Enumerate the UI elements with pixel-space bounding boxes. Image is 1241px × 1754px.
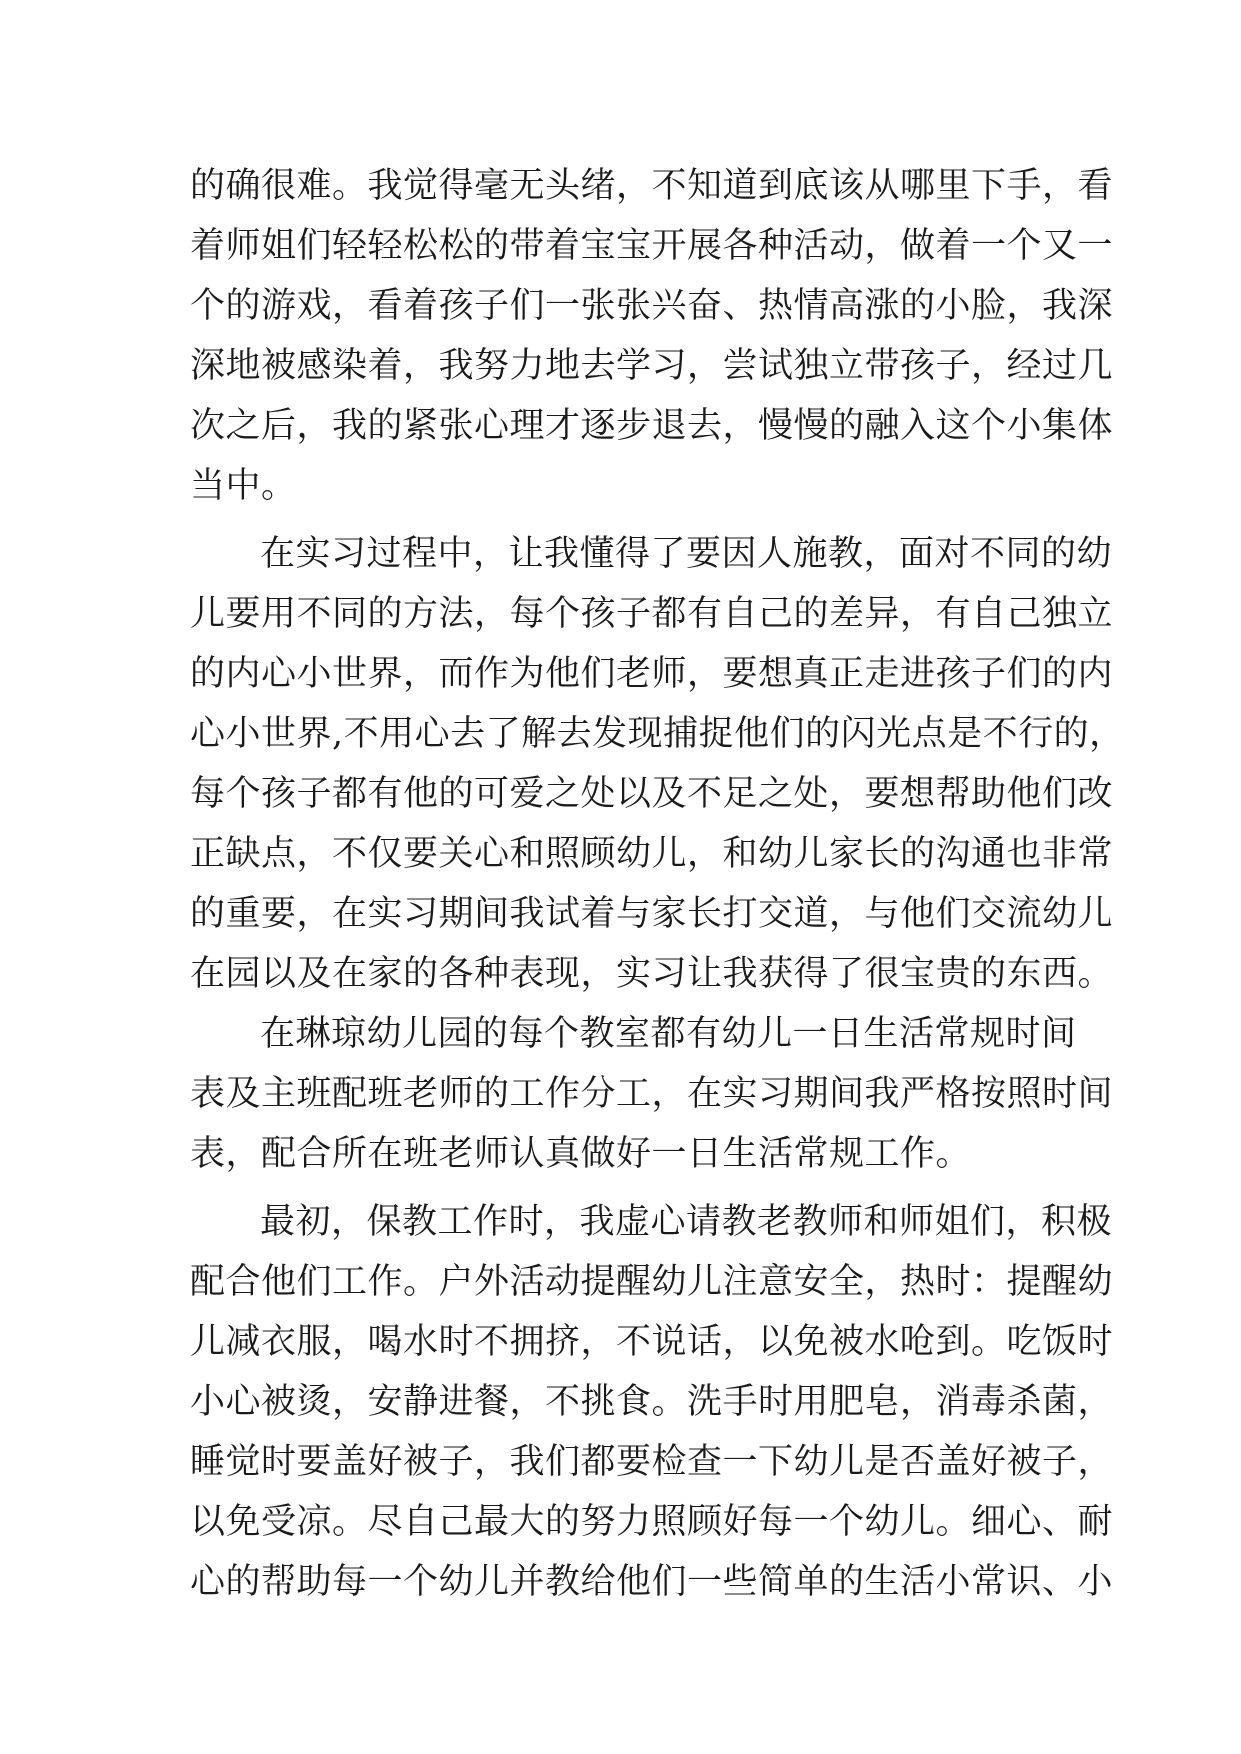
text-line: 的重要，在实习期间我试着与家长打交道，与他们交流幼儿 [190,894,1114,934]
text-line: 着师姐们轻轻松松的带着宝宝开展各种活动，做着一个又一 [190,226,1114,266]
text-line: 以免受凉。尽自己最大的努力照顾好每一个幼儿。细心、耐 [190,1502,1114,1542]
text-line: 个的游戏，看着孩子们一张张兴奋、热情高涨的小脸，我深 [190,286,1114,326]
text-line: 深地被感染着，我努力地去学习，尝试独立带孩子，经过几 [190,346,1114,386]
text-line: 儿减衣服，喝水时不拥挤，不说话，以免被水呛到。吃饭时 [190,1322,1114,1362]
text-line: 配合他们工作。户外活动提醒幼儿注意安全，热时：提醒幼 [190,1262,1114,1302]
paragraph-4 [190,1192,1114,1612]
text-line: 小心被烫，安静进餐，不挑食。洗手时用肥皂，消毒杀菌， [190,1382,1114,1422]
text-line: 的确很难。我觉得毫无头绪，不知道到底该从哪里下手，看 [190,166,1114,206]
text-line: 儿要用不同的方法，每个孩子都有自己的差异，有自己独立 [190,594,1114,634]
text-line: 心小世界,不用心去了解去发现捕捉他们的闪光点是不行的， [190,714,1125,754]
text-line: 在园以及在家的各种表现，实习让我获得了很宝贵的东西。 [190,954,1114,994]
document-body [190,156,1125,1612]
text-line: 正缺点，不仅要关心和照顾幼儿，和幼儿家长的沟通也非常 [190,834,1114,874]
paragraph-1 [190,156,1114,516]
text-line: 表，配合所在班老师认真做好一日生活常规工作。 [190,1134,972,1174]
text-line: 心的帮助每一个幼儿并教给他们一些简单的生活小常识、小 [190,1562,1114,1602]
text-line: 睡觉时要盖好被子，我们都要检查一下幼儿是否盖好被子， [190,1442,1114,1482]
paragraph-2 [190,524,1125,1004]
text-line: 在实习过程中，让我懂得了要因人施教，面对不同的幼 [260,534,1113,574]
text-line: 的内心小世界，而作为他们老师，要想真正走进孩子们的内 [190,654,1114,694]
text-line: 次之后，我的紧张心理才逐步退去，慢慢的融入这个小集体 [190,406,1114,446]
text-line: 每个孩子都有他的可爱之处以及不足之处，要想帮助他们改 [190,774,1114,814]
text-line: 最初，保教工作时，我虚心请教老教师和师姐们，积极 [260,1202,1113,1242]
text-line: 表及主班配班老师的工作分工，在实习期间我严格按照时间 [190,1074,1114,1114]
paragraph-3 [190,1004,1114,1184]
text-line: 在琳琼幼儿园的每个教室都有幼儿一日生活常规时间 [260,1014,1077,1054]
text-line: 当中。 [190,466,297,506]
